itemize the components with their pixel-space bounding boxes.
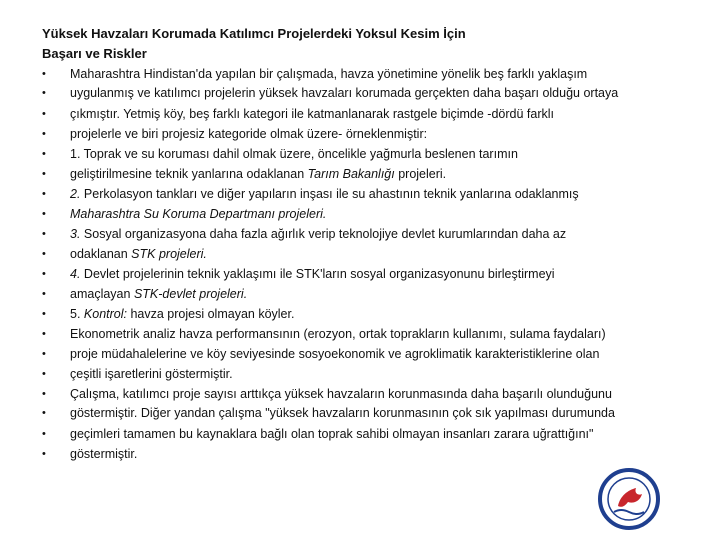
- bullet-marker: •: [42, 288, 46, 300]
- list-item: [42, 224, 692, 244]
- item-text: havza projesi olmayan köyler.: [127, 307, 295, 321]
- university-seal-icon: [598, 468, 660, 530]
- bullet-marker: •: [42, 208, 46, 220]
- list-item: [42, 104, 692, 124]
- bullet-list: [42, 64, 692, 464]
- item-text: göstermiştir. Diğer yandan çalışma "yüksek havzaların korunmasının çok sık yapılması durumunda: [70, 406, 615, 420]
- item-emphasis: 3.: [70, 227, 81, 241]
- title-line-2: Başarı ve Riskler: [42, 46, 147, 61]
- bullet-marker: •: [42, 407, 46, 419]
- bullet-marker: •: [42, 68, 46, 80]
- list-item: [42, 244, 692, 264]
- list-item: [42, 344, 692, 364]
- item-emphasis: Tarım Bakanlığı: [307, 167, 395, 181]
- list-item: [42, 284, 692, 304]
- bullet-marker: •: [42, 308, 46, 320]
- list-item: [42, 144, 692, 164]
- bullet-marker: •: [42, 148, 46, 160]
- bullet-marker: •: [42, 168, 46, 180]
- list-item: [42, 204, 692, 224]
- item-text: amaçlayan: [70, 287, 134, 301]
- list-item: [42, 324, 692, 344]
- item-text: Çalışma, katılımcı proje sayısı arttıkça yüksek havzaların korunmasında daha başarılı olunduğunu: [70, 387, 612, 401]
- slide-title: [42, 24, 466, 64]
- list-item: [42, 304, 692, 324]
- item-text: 5.: [70, 307, 84, 321]
- bullet-marker: •: [42, 248, 46, 260]
- item-text: Perkolasyon tankları ve diğer yapıların inşası ile su ahastının teknik yanlarına odaklanmış: [80, 187, 579, 201]
- item-text: Sosyal organizasyona daha fazla ağırlık verip teknolojiye devlet kurumlarından daha az: [80, 227, 567, 241]
- list-item: [42, 124, 692, 144]
- item-emphasis: Maharashtra Su Koruma Departmanı projeleri.: [70, 207, 327, 221]
- list-item: [42, 164, 692, 184]
- list-item: [42, 184, 692, 204]
- bullet-marker: •: [42, 328, 46, 340]
- item-text: odaklanan: [70, 247, 132, 261]
- item-text: çeşitli işaretlerini göstermiştir.: [70, 367, 233, 381]
- item-text: 1. Toprak ve su koruması dahil olmak üzere, öncelikle yağmurla beslenen tarımın: [70, 147, 518, 161]
- bullet-marker: •: [42, 108, 46, 120]
- item-text: proje müdahalelerine ve köy seviyesinde sosyoekonomik ve agroklimatik karakteristiklerine olan: [70, 347, 600, 361]
- item-text: Maharashtra Hindistan'da yapılan bir çalışmada, havza yönetimine yönelik beş farklı yaklaşım: [70, 67, 588, 81]
- list-item: [42, 364, 692, 384]
- bullet-marker: •: [42, 87, 46, 99]
- list-item: [42, 444, 692, 464]
- list-item: [42, 84, 692, 104]
- bullet-marker: •: [42, 348, 46, 360]
- bullet-marker: •: [42, 448, 46, 460]
- item-text: geçimleri tamamen bu kaynaklara bağlı olan toprak sahibi olmayan insanları zarara uğrattığını": [70, 427, 594, 441]
- item-text: projelerle ve biri projesiz kategoride olmak üzere- örneklenmiştir:: [70, 127, 428, 141]
- list-item: [42, 404, 692, 424]
- list-item: [42, 264, 692, 284]
- item-emphasis: 2.: [70, 187, 81, 201]
- item-emphasis: STK-devlet projeleri.: [133, 287, 248, 301]
- item-text: geliştirilmesine teknik yanlarına odaklanan: [70, 167, 308, 181]
- item-text: göstermiştir.: [70, 447, 138, 461]
- item-emphasis: Kontrol:: [83, 307, 127, 321]
- bullet-marker: •: [42, 388, 46, 400]
- list-item: [42, 64, 692, 84]
- title-line-1: Yüksek Havzaları Korumada Katılımcı Projelerdeki Yoksul Kesim İçin: [42, 26, 466, 41]
- item-text: projeleri.: [394, 167, 447, 181]
- item-text: Devlet projelerinin teknik yaklaşımı ile STK'ların sosyal organizasyonunu birleştirmeyi: [80, 267, 555, 281]
- bullet-marker: •: [42, 268, 46, 280]
- list-item: [42, 424, 692, 444]
- bullet-marker: •: [42, 188, 46, 200]
- bullet-marker: •: [42, 228, 46, 240]
- bullet-marker: •: [42, 368, 46, 380]
- item-emphasis: STK projeleri.: [131, 247, 207, 261]
- item-text: Ekonometrik analiz havza performansının (erozyon, ortak toprakların kullanımı, sulama faydaları): [70, 327, 606, 341]
- bullet-marker: •: [42, 428, 46, 440]
- list-item: [42, 384, 692, 404]
- item-text: çıkmıştır. Yetmiş köy, beş farklı kategori ile katmanlanarak rastgele biçimde -dördü farklı: [70, 107, 554, 121]
- item-emphasis: 4.: [70, 267, 81, 281]
- bullet-marker: •: [42, 128, 46, 140]
- item-text: uygulanmış ve katılımcı projelerin yüksek havzaları korumada gerçekten daha başarı olduğu ortaya: [70, 86, 619, 100]
